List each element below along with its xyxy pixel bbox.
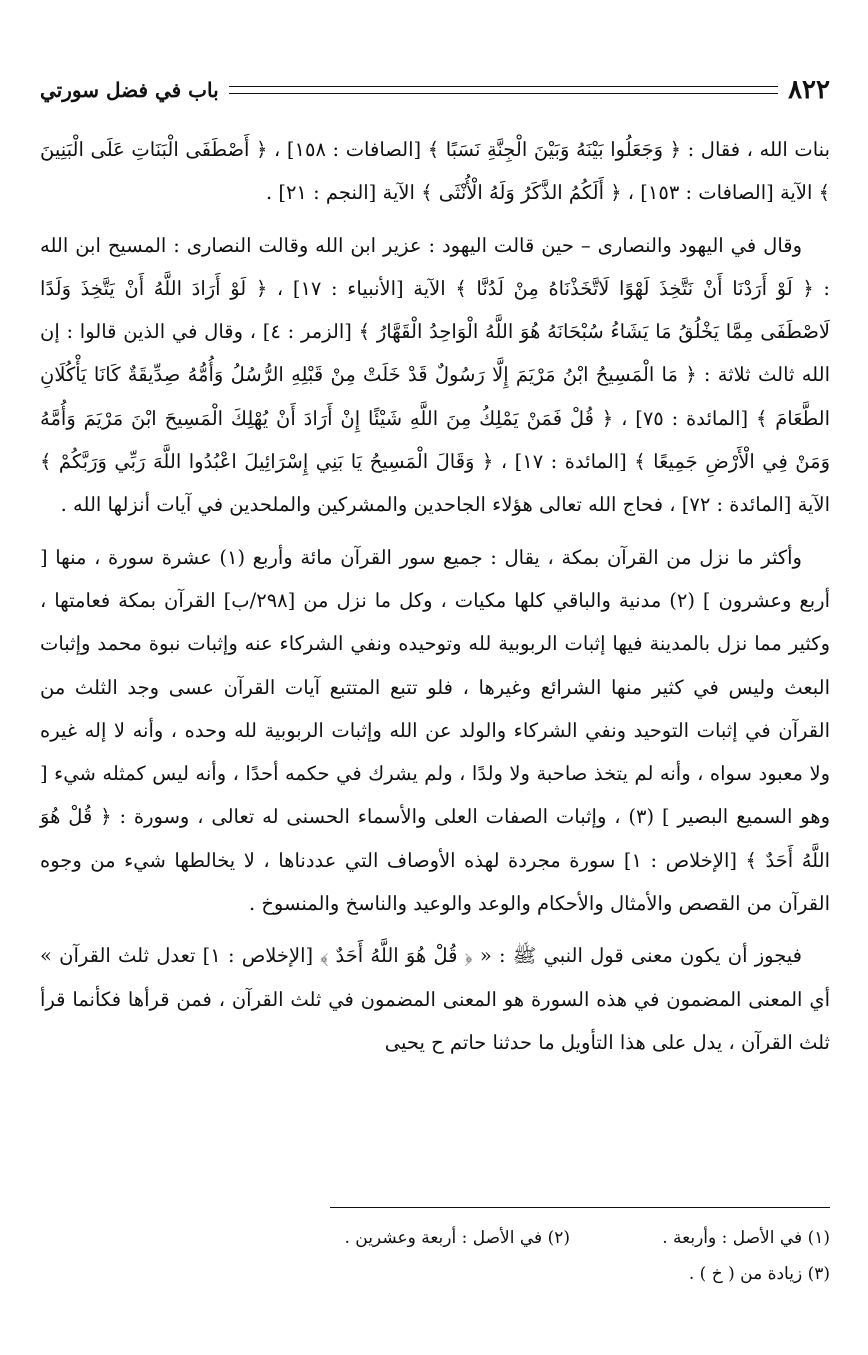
running-header — [40, 70, 830, 110]
header-title: باب في فضل سورتي — [40, 78, 219, 102]
paragraph-4: فيجوز أن يكون معنى قول النبي ﷺ : « ﴿ قُلْ هُوَ اللَّهُ أَحَدٌ ﴾ [الإخلاص : ١] تعدل ثلث القرآن » أي المعنى المضمون في هذه السورة هو المعنى المضمون في ثلث القرآن ، فمن قرأها فكأنما قرأ ثلث القرآن ، يدل على هذا التأويل ما حدثنا حاتم ح يحيى — [40, 944, 830, 1054]
footnotes — [40, 1220, 830, 1292]
footnote-3: (٣) زيادة من ( خ ) . — [688, 1264, 830, 1284]
footnote-row — [40, 1220, 830, 1256]
paragraph-1: بنات الله ، فقال : ﴿ وَجَعَلُوا بَيْنَهُ وَبَيْنَ الْجِنَّةِ نَسَبًا ﴾ [الصافات : ١٥٨] ، ﴿ أَصْطَفَى الْبَنَاتِ عَلَى الْبَنِينَ ﴾ الآية [الصافات : ١٥٣] ، ﴿ أَلَكُمُ الذَّكَرُ وَلَهُ الْأُنْثَى ﴾ الآية [النجم : ٢١] . — [40, 138, 830, 205]
footnote-row — [40, 1256, 830, 1292]
paragraph-3: وأكثر ما نزل من القرآن بمكة ، يقال : جميع سور القرآن مائة وأربع (١) عشرة سورة ، منها [ أربع وعشرون ] (٢) مدنية والباقي كلها مكيات ، وكل ما نزل من [٢٩٨/ب] القرآن بمكة فعامتها ، وكثير مما نزل بالمدينة فيها إثبات الربوبية لله وتوحيده ونفي الشركاء عنه وإثبات نبوة محمد وإثبات البعث وليس في كثير منها الشرائع وغيرها ، فلو تتبع المتتبع آيات القرآن عسى وجد الثلث من القرآن في إثبات التوحيد ونفي الشركاء والولد عن الله وإثبات الربوبية لله وحده ، وأنه لا إله غيره ولا معبود سواه ، وأنه لم يتخذ صاحبة ولا ولدًا ، ولم يشرك في حكمه أحدًا ، وأنه ليس كمثله شيء [ وهو السميع البصير ] (٣) ، وإثبات الصفات العلى والأسماء الحسنى له تعالى ، وسورة : ﴿ قُلْ هُوَ اللَّهُ أَحَدٌ ﴾ [الإخلاص : ١] سورة مجردة لهذه الأوصاف التي عددناها ، لا يخالطها شيء من وجوه القرآن من القصص والأمثال والأحكام والوعد والوعيد والناسخ والمنسوخ . — [40, 545, 830, 916]
paragraph-2: وقال في اليهود والنصارى – حين قالت اليهود : عزير ابن الله وقالت النصارى : المسيح ابن الله : ﴿ لَوْ أَرَدْنَا أَنْ نَتَّخِذَ لَهْوًا لَاتَّخَذْنَاهُ مِنْ لَدُنَّا ﴾ الآية [الأنبياء : ١٧] ، ﴿ لَوْ أَرَادَ اللَّهُ أَنْ يَتَّخِذَ وَلَدًا لَاصْطَفَى مِمَّا يَخْلُقُ مَا يَشَاءُ سُبْحَانَهُ هُوَ اللَّهُ الْوَاحِدُ الْقَهَّارُ ﴾ [الزمر : ٤] ، وقال في الذين قالوا : إن الله ثالث ثلاثة : ﴿ مَا الْمَسِيحُ ابْنُ مَرْيَمَ إِلَّا رَسُولٌ قَدْ خَلَتْ مِنْ قَبْلِهِ الرُّسُلُ وَأُمُّهُ صِدِّيقَةٌ كَانَا يَأْكُلَانِ الطَّعَامَ ﴾ [المائدة : ٧٥] ، ﴿ قُلْ فَمَنْ يَمْلِكُ مِنَ اللَّهِ شَيْئًا إِنْ أَرَادَ أَنْ يُهْلِكَ الْمَسِيحَ ابْنَ مَرْيَمَ وَأُمَّهُ وَمَنْ فِي الْأَرْضِ جَمِيعًا ﴾ [المائدة : ١٧] ، ﴿ وَقَالَ الْمَسِيحُ يَا بَنِي إِسْرَائِيلَ اعْبُدُوا اللَّهَ رَبِّي وَرَبَّكُمْ ﴾ الآية [المائدة : ٧٢] ، فحاج الله تعالى هؤلاء الجاحدين والمشركين والملحدين في آيات أنزلها الله . — [40, 233, 830, 517]
header-rule — [229, 86, 778, 94]
page-number: ٨٢٢ — [788, 75, 830, 105]
footnote-2: (٢) في الأصل : أربعة وعشرين . — [344, 1228, 570, 1248]
footnote-1: (١) في الأصل : وأربعة . — [662, 1228, 830, 1248]
footnote-separator — [330, 1207, 830, 1208]
main-text — [40, 128, 830, 1064]
